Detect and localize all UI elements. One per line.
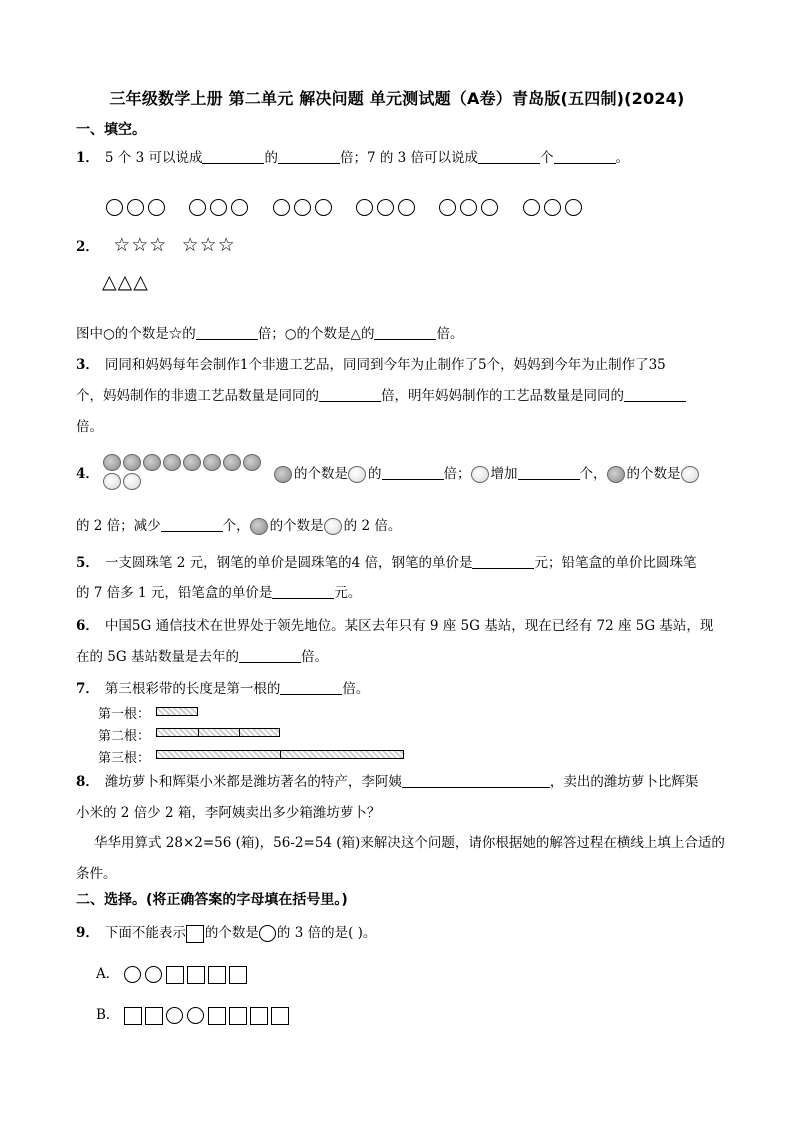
option-a-label: A． bbox=[96, 966, 120, 982]
circle-icon bbox=[187, 1007, 204, 1024]
square-icon bbox=[186, 925, 204, 943]
answer-blank[interactable] bbox=[518, 465, 580, 480]
q4-text-3: 倍； bbox=[443, 466, 471, 482]
circle-shape bbox=[398, 199, 415, 216]
q8-text-2: ，卖出的潍坊萝卜比辉渠 bbox=[549, 774, 699, 790]
question-1 bbox=[76, 146, 629, 166]
q9-text-3: 的 3 倍的是( )。 bbox=[276, 925, 377, 941]
gray-apple-icon bbox=[203, 454, 221, 471]
q1-text-1: 5 个 3 可以说成 bbox=[104, 150, 203, 166]
apple-cluster bbox=[103, 452, 275, 490]
question-7 bbox=[76, 677, 369, 697]
option-b-label: B． bbox=[96, 1007, 120, 1023]
answer-blank[interactable] bbox=[554, 149, 616, 164]
circle-group bbox=[273, 194, 336, 218]
q6-text-1: 在的 5G 基站数量是去年的 bbox=[76, 649, 239, 665]
q1-text-3: 倍；7 的 3 倍可以说成 bbox=[339, 150, 479, 166]
q4-text-2: 的 bbox=[368, 466, 382, 482]
circle-icon bbox=[166, 1007, 183, 1024]
question-6-line-2 bbox=[76, 645, 328, 665]
q4-text-6: 的个数是 bbox=[626, 466, 681, 482]
white-apple-icon bbox=[681, 466, 699, 483]
gray-apple-icon bbox=[274, 466, 292, 483]
question-number: 8． bbox=[76, 774, 99, 790]
circle-group bbox=[189, 194, 252, 218]
circle-group bbox=[106, 194, 169, 218]
square-icon bbox=[208, 966, 226, 984]
answer-blank[interactable] bbox=[402, 773, 550, 788]
ribbon-2-bar bbox=[156, 728, 280, 737]
circle-shape bbox=[523, 199, 540, 216]
circle-group bbox=[523, 194, 586, 218]
question-8-line-4: 条件。 bbox=[76, 866, 117, 882]
question-number: 7． bbox=[76, 681, 99, 697]
answer-blank[interactable] bbox=[196, 325, 258, 340]
gray-apple-icon bbox=[243, 454, 261, 471]
question-2-text bbox=[76, 322, 463, 342]
question-4 bbox=[76, 462, 105, 482]
gray-apple-icon bbox=[143, 454, 161, 471]
question-6 bbox=[76, 614, 713, 634]
circle-shape bbox=[439, 199, 456, 216]
question-8 bbox=[76, 770, 698, 790]
question-5-line-2 bbox=[76, 581, 361, 601]
question-number: 9． bbox=[76, 925, 99, 941]
q5-text-3: 的 7 倍多 1 元，铅笔盒的单价是 bbox=[76, 585, 273, 601]
ribbon-3-label: 第三根： bbox=[98, 751, 151, 766]
triangle-group: △△△ bbox=[102, 271, 149, 293]
question-number: 5． bbox=[76, 555, 99, 571]
q4-text-5: 个， bbox=[579, 466, 607, 482]
gray-apple-icon bbox=[250, 518, 268, 535]
q4-text-10: 的 2 倍。 bbox=[343, 518, 402, 534]
question-number: 3． bbox=[76, 357, 99, 373]
circle-shape bbox=[148, 199, 165, 216]
question-8-line-3: 华华用算式 28×2=56 (箱)，56-2=54 (箱)来解决这个问题，请你根据她的解答过程在横线上填上合适的 bbox=[94, 835, 725, 851]
square-icon bbox=[229, 1007, 247, 1025]
answer-blank[interactable] bbox=[202, 149, 264, 164]
circle-icon bbox=[259, 925, 276, 942]
q6-text-2: 倍。 bbox=[300, 649, 328, 665]
circle-shape bbox=[231, 199, 248, 216]
q2-text-1: 图中○的个数是☆的 bbox=[76, 326, 196, 342]
q1-text-5: 。 bbox=[615, 150, 630, 166]
white-apple-icon bbox=[103, 473, 121, 490]
q7-text-1: 第三根彩带的长度是第一根的 bbox=[104, 681, 281, 697]
circle-shape bbox=[273, 199, 290, 216]
answer-blank[interactable] bbox=[374, 325, 436, 340]
circle-shape bbox=[544, 199, 561, 216]
question-number: 2． bbox=[76, 239, 99, 255]
question-5 bbox=[76, 551, 696, 571]
q3-text-b: 倍，明年妈妈制作的工艺品数量是同同的 bbox=[381, 388, 624, 404]
q4-text-4: 增加 bbox=[490, 466, 518, 482]
question-2 bbox=[76, 234, 236, 256]
q5-text-4: 元。 bbox=[334, 585, 362, 601]
square-icon bbox=[124, 1007, 142, 1025]
q5-text-1: 一支圆珠笔 2 元，钢笔的单价是圆珠笔的4 倍，钢笔的单价是 bbox=[104, 555, 473, 571]
square-icon bbox=[145, 1007, 163, 1025]
circle-shape bbox=[210, 199, 227, 216]
circle-shape bbox=[481, 199, 498, 216]
q5-text-2: 元；铅笔盒的单价比圆珠笔 bbox=[534, 555, 697, 571]
q9-text-1: 下面不能表示 bbox=[104, 925, 186, 941]
answer-blank[interactable] bbox=[624, 387, 686, 402]
question-3-line-3: 倍。 bbox=[76, 419, 103, 435]
question-8-line-2: 小米的 2 倍少 2 箱，李阿姨卖出多少箱潍坊萝卜？ bbox=[76, 805, 381, 821]
segment-divider bbox=[239, 728, 240, 737]
answer-blank[interactable] bbox=[382, 465, 444, 480]
white-apple-icon bbox=[348, 466, 366, 483]
answer-blank[interactable] bbox=[161, 517, 223, 532]
answer-blank[interactable] bbox=[272, 584, 334, 599]
circle-shape bbox=[460, 199, 477, 216]
star-group: ☆☆☆ bbox=[113, 234, 168, 256]
gray-apple-icon bbox=[123, 454, 141, 471]
circle-shape bbox=[127, 199, 144, 216]
square-icon bbox=[271, 1007, 289, 1025]
q2-text-3: 倍。 bbox=[436, 326, 464, 342]
q7-text-2: 倍。 bbox=[342, 681, 370, 697]
segment-divider bbox=[198, 728, 199, 737]
star-group: ☆☆☆ bbox=[181, 234, 236, 256]
question-number: 6． bbox=[76, 618, 99, 634]
q4-text-9: 的个数是 bbox=[269, 518, 324, 534]
q4-text-1: 的个数是 bbox=[294, 466, 348, 482]
answer-blank[interactable] bbox=[280, 680, 342, 695]
q4-text-7: 的 2 倍；减少 bbox=[76, 518, 161, 534]
section-fill-in: 一、填空。 bbox=[76, 122, 146, 138]
ribbon-1-label: 第一根： bbox=[98, 707, 151, 722]
question-3 bbox=[76, 353, 666, 373]
circle-shape bbox=[565, 199, 582, 216]
square-icon bbox=[208, 1007, 226, 1025]
circle-group bbox=[356, 194, 419, 218]
circle-shape bbox=[106, 199, 123, 216]
section-multiple-choice: 二、选择。(将正确答案的字母填在括号里。) bbox=[76, 892, 348, 908]
answer-blank[interactable] bbox=[319, 387, 381, 402]
q6-line-1: 中国5G 通信技术在世界处于领先地位。某区去年只有 9 座 5G 基站，现在已经有 72 座 5G 基站，现 bbox=[104, 618, 714, 634]
q8-text-1: 潍坊萝卜和辉渠小米都是潍坊著名的特产，李阿姨 bbox=[104, 774, 402, 790]
ribbon-1-bar bbox=[156, 707, 198, 716]
square-icon bbox=[229, 966, 247, 984]
circle-groups bbox=[106, 194, 600, 218]
option-b[interactable] bbox=[96, 1003, 292, 1025]
answer-blank[interactable] bbox=[478, 149, 540, 164]
gray-apple-icon bbox=[103, 454, 121, 471]
answer-blank[interactable] bbox=[239, 648, 301, 663]
gray-apple-icon bbox=[183, 454, 201, 471]
question-number: 4． bbox=[76, 466, 99, 482]
white-apple-icon bbox=[324, 518, 342, 535]
segment-divider bbox=[280, 750, 281, 759]
square-icon bbox=[166, 966, 184, 984]
circle-group bbox=[439, 194, 502, 218]
circle-shape bbox=[294, 199, 311, 216]
option-a[interactable] bbox=[96, 962, 250, 984]
question-3-line-2 bbox=[76, 384, 686, 404]
square-icon bbox=[250, 1007, 268, 1025]
q4-text-8: 个， bbox=[222, 518, 250, 534]
circle-shape bbox=[315, 199, 332, 216]
ribbon-2-label: 第二根： bbox=[98, 729, 151, 744]
ribbon-3-bar bbox=[156, 750, 404, 759]
question-4-text bbox=[274, 462, 701, 483]
question-4-line-2 bbox=[76, 514, 401, 535]
answer-blank[interactable] bbox=[278, 149, 340, 164]
q9-text-2: 的个数是 bbox=[204, 925, 259, 941]
white-apple-icon bbox=[471, 466, 489, 483]
q1-text-2: 的 bbox=[264, 150, 278, 166]
question-number: 1． bbox=[76, 150, 99, 166]
white-apple-icon bbox=[123, 473, 141, 490]
circle-icon bbox=[124, 966, 141, 983]
q1-text-4: 个 bbox=[540, 150, 554, 166]
gray-apple-icon bbox=[223, 454, 241, 471]
page-title: 三年级数学上册 第二单元 解决问题 单元测试题（A卷）青岛版(五四制)(2024) bbox=[109, 89, 685, 108]
answer-blank[interactable] bbox=[472, 554, 534, 569]
q3-line-1: 同同和妈妈每年会制作1个非遗工艺品，同同到今年为止制作了5个，妈妈到今年为止制作了35 bbox=[104, 357, 666, 373]
q3-text-a: 个，妈妈制作的非遗工艺品数量是同同的 bbox=[76, 388, 319, 404]
circle-icon bbox=[145, 966, 162, 983]
circle-shape bbox=[356, 199, 373, 216]
gray-apple-icon bbox=[163, 454, 181, 471]
circle-shape bbox=[377, 199, 394, 216]
gray-apple-icon bbox=[607, 466, 625, 483]
square-icon bbox=[187, 966, 205, 984]
q2-text-2: 倍；○的个数是△的 bbox=[257, 326, 375, 342]
question-9 bbox=[76, 921, 376, 943]
circle-shape bbox=[189, 199, 206, 216]
